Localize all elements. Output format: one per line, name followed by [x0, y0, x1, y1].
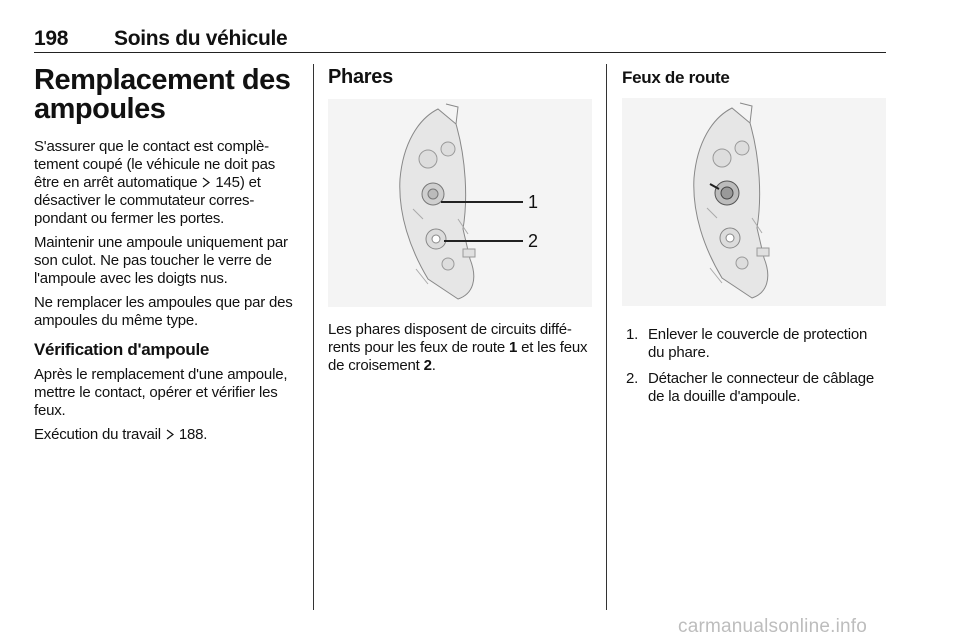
paragraph-check-lights: Après le remplacement d'une ampoule, mettre le contact, opérer et vérifier les feux. — [34, 366, 288, 419]
headlights-caption: Les phares disposent de circuits diffé-rents pour les feux de route 1 et les feux de croisement 2. — [328, 321, 588, 374]
watermark: carmanualsonline.info — [678, 616, 868, 637]
callout-2: 2 — [528, 231, 539, 251]
paragraph-execution: Exécution du travail 188. — [34, 426, 208, 443]
high-beam-figure — [622, 98, 886, 306]
header-divider — [34, 52, 886, 53]
paragraph-bulb-type: Ne remplacer les ampoules que par des ampoules du même type. — [34, 294, 293, 329]
page-number: 198 — [34, 27, 69, 50]
list-item: 2. Détacher le connecteur de câblage de la douille d'ampoule. — [626, 370, 875, 405]
section-heading-headlights: Phares — [328, 66, 393, 88]
high-beam-steps — [622, 326, 886, 406]
column-3 — [622, 60, 886, 414]
subheading-bulb-check: Vérification d'ampoule — [34, 340, 210, 359]
section-title: Soins du véhicule — [114, 27, 288, 50]
headlight-figure — [328, 99, 592, 307]
column-2 — [328, 60, 594, 381]
page-title: Remplacement des ampoules — [34, 64, 291, 125]
paragraph-ignition: S'assurer que le contact est complè-tement coupé (le véhicule ne doit pas être en arrêt automatique 145) et désactiver le commutateur corres-pondant ou fermer les portes. — [34, 138, 276, 227]
callout-1: 1 — [528, 192, 539, 212]
headlight-illustration — [328, 99, 592, 307]
column-1 — [34, 60, 304, 450]
list-item: 1. Enlever le couvercle de protection du phare. — [626, 326, 868, 361]
column-divider-1 — [313, 64, 314, 610]
paragraph-bulb-handling: Maintenir une ampoule uniquement par son culot. Ne pas toucher le verre de l'ampoule avec les doigts nus. — [34, 234, 288, 287]
column-divider-2 — [606, 64, 607, 610]
high-beam-illustration — [622, 98, 886, 306]
page-reference-icon — [201, 177, 211, 188]
section-heading-high-beam: Feux de route — [622, 68, 730, 87]
page-header — [34, 27, 886, 51]
page-reference-icon — [165, 429, 175, 440]
